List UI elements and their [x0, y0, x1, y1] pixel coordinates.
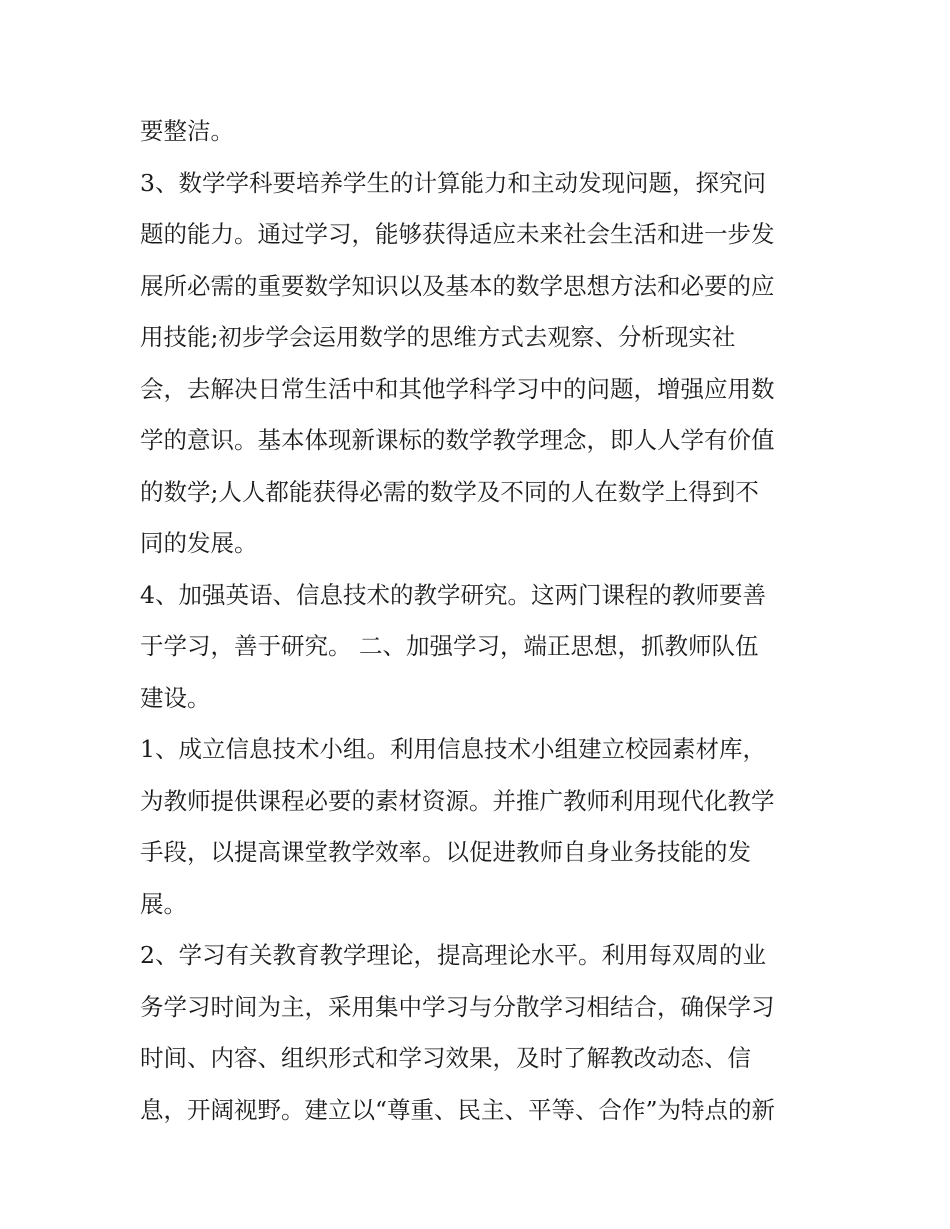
text-line: 息，开阔视野。建立以“尊重、民主、平等、合作”为特点的新 [140, 1095, 776, 1124]
text-line: 同的发展。 [140, 529, 258, 557]
text-line: 会，去解决日常生活中和其他学科学习中的问题，增强应用数 [140, 374, 775, 403]
text-line: 2、学习有关教育教学理论，提高理论水平。利用每双周的业 [140, 941, 766, 969]
text-line: 时间、内容、组织形式和学习效果，及时了解教改动态、信 [140, 1044, 751, 1072]
text-line: 4、加强英语、信息技术的教学研究。这两门课程的教师要善 [140, 580, 766, 609]
text-line: 手段，以提高课堂教学效率。以促进教师自身业务技能的发 [140, 838, 751, 866]
text-line: 展所必需的重要数学知识以及基本的数学思想方法和必要的应 [140, 271, 775, 300]
text-line: 要整洁。 [140, 117, 234, 145]
text-line: 建设。 [140, 683, 211, 712]
text-line: 为教师提供课程必要的素材资源。并推广教师利用现代化教学 [140, 786, 775, 815]
text-line: 展。 [140, 889, 187, 918]
text-line: 务学习时间为主，采用集中学习与分散学习相结合，确保学习 [140, 992, 775, 1021]
text-line: 用技能;初步学会运用数学的思维方式去观察、分析现实社 [140, 323, 736, 351]
text-line: 1、成立信息技术小组。利用信息技术小组建立校园素材库， [140, 735, 766, 763]
text-line: 题的能力。通过学习，能够获得适应未来社会生活和进一步发 [140, 220, 775, 248]
text-line: 于学习，善于研究。 二、加强学习，端正思想，抓教师队伍 [140, 632, 759, 660]
text-line: 学的意识。基本体现新课标的数学教学理念，即人人学有价值 [140, 426, 775, 454]
text-line: 的数学;人人都能获得必需的数学及不同的人在数学上得到不 [140, 477, 759, 506]
text-line: 3、数学学科要培养学生的计算能力和主动发现问题，探究问 [140, 168, 766, 197]
body-text [140, 106, 820, 1136]
